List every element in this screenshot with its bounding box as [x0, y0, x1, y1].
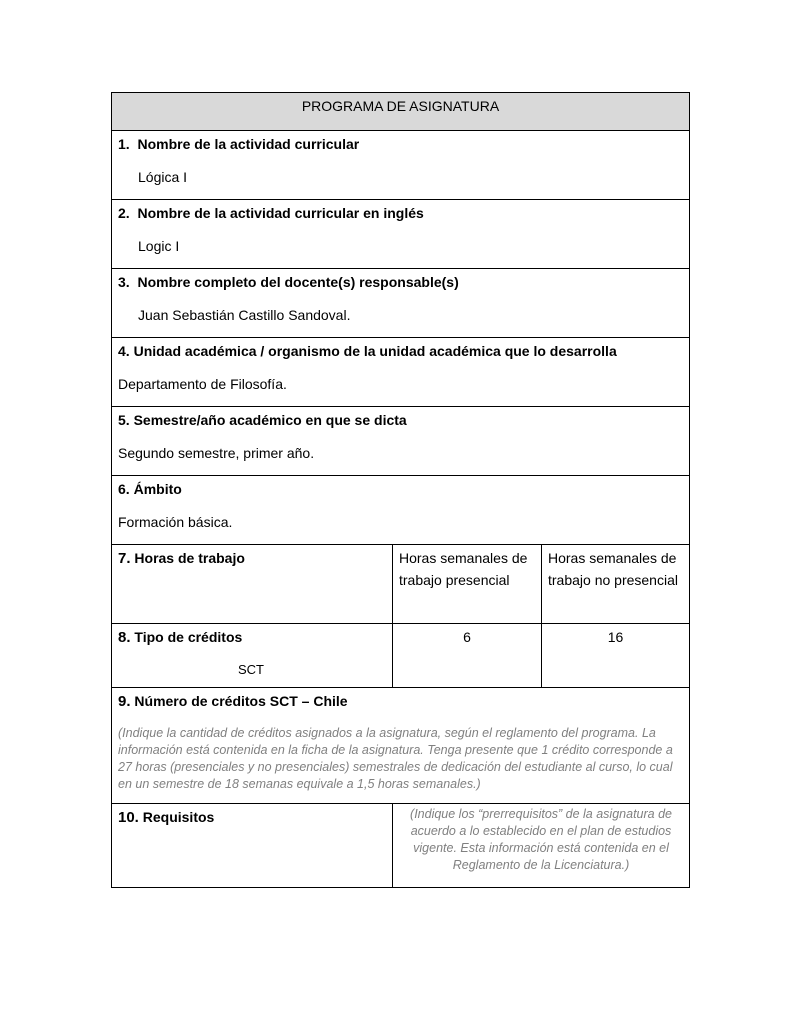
section-4-label: 4. Unidad académica / organismo de la unidad académica que lo desarrolla: [118, 343, 617, 359]
section-5: [112, 407, 690, 476]
hours-presencial-header: Horas semanales de trabajo presencial: [393, 545, 542, 624]
section-3-label: 3. Nombre completo del docente(s) responsable(s): [118, 274, 459, 290]
section-5-value: Segundo semestre, primer año.: [118, 445, 315, 461]
section-10-label: 10. Requisitos: [118, 809, 215, 826]
section-4: [112, 338, 690, 407]
section-10-note: (Indique los “prerrequisitos” de la asignatura de acuerdo a lo establecido en el plan de estudios vigente. Esta información está contenida en el Reglamento de la Licenciatura.): [410, 807, 672, 872]
section-9-label: 9. Número de créditos SCT – Chile: [118, 693, 348, 710]
credits-no-presencial-value: 16: [542, 624, 690, 688]
form-title: PROGRAMA DE ASIGNATURA: [112, 93, 690, 131]
credit-type-value: SCT: [238, 662, 264, 677]
section-2: [112, 200, 690, 269]
section-10-note-cell: [393, 804, 690, 888]
section-8-label: 8. Tipo de créditos: [118, 629, 243, 646]
section-5-label: 5. Semestre/año académico en que se dicta: [118, 412, 407, 428]
section-2-label: 2. Nombre de la actividad curricular en inglés: [118, 205, 424, 221]
section-10: [112, 804, 393, 888]
section-6-label: 6. Ámbito: [118, 481, 182, 497]
section-9: [112, 688, 690, 804]
section-3-value: Juan Sebastián Castillo Sandoval.: [138, 307, 351, 323]
section-4-value: Departamento de Filosofía.: [118, 376, 287, 392]
credits-presencial-value: 6: [393, 624, 542, 688]
section-1-label: 1. Nombre de la actividad curricular: [118, 136, 360, 152]
section-6: [112, 476, 690, 545]
section-7-label: 7. Horas de trabajo: [118, 550, 245, 567]
section-1: [112, 131, 690, 200]
section-7: [112, 545, 393, 624]
program-form-table: [111, 92, 690, 888]
section-2-value: Logic I: [138, 238, 180, 254]
section-1-value: Lógica I: [138, 169, 188, 185]
section-8: [112, 624, 393, 688]
hours-no-presencial-header: Horas semanales de trabajo no presencial: [542, 545, 690, 624]
section-6-value: Formación básica.: [118, 514, 233, 530]
section-3: [112, 269, 690, 338]
section-9-note: (Indique la cantidad de créditos asignados a la asignatura, según el reglamento del programa. La información está contenida en la ficha de la asignatura. Tenga presente que 1 crédito corresponde a 27 horas (presenciales y no presenciales) semestrales de dedicación del estudiante al curso, lo cual en un semestre de 18 semanas equivale a 1,5 horas semanales.): [118, 726, 673, 791]
